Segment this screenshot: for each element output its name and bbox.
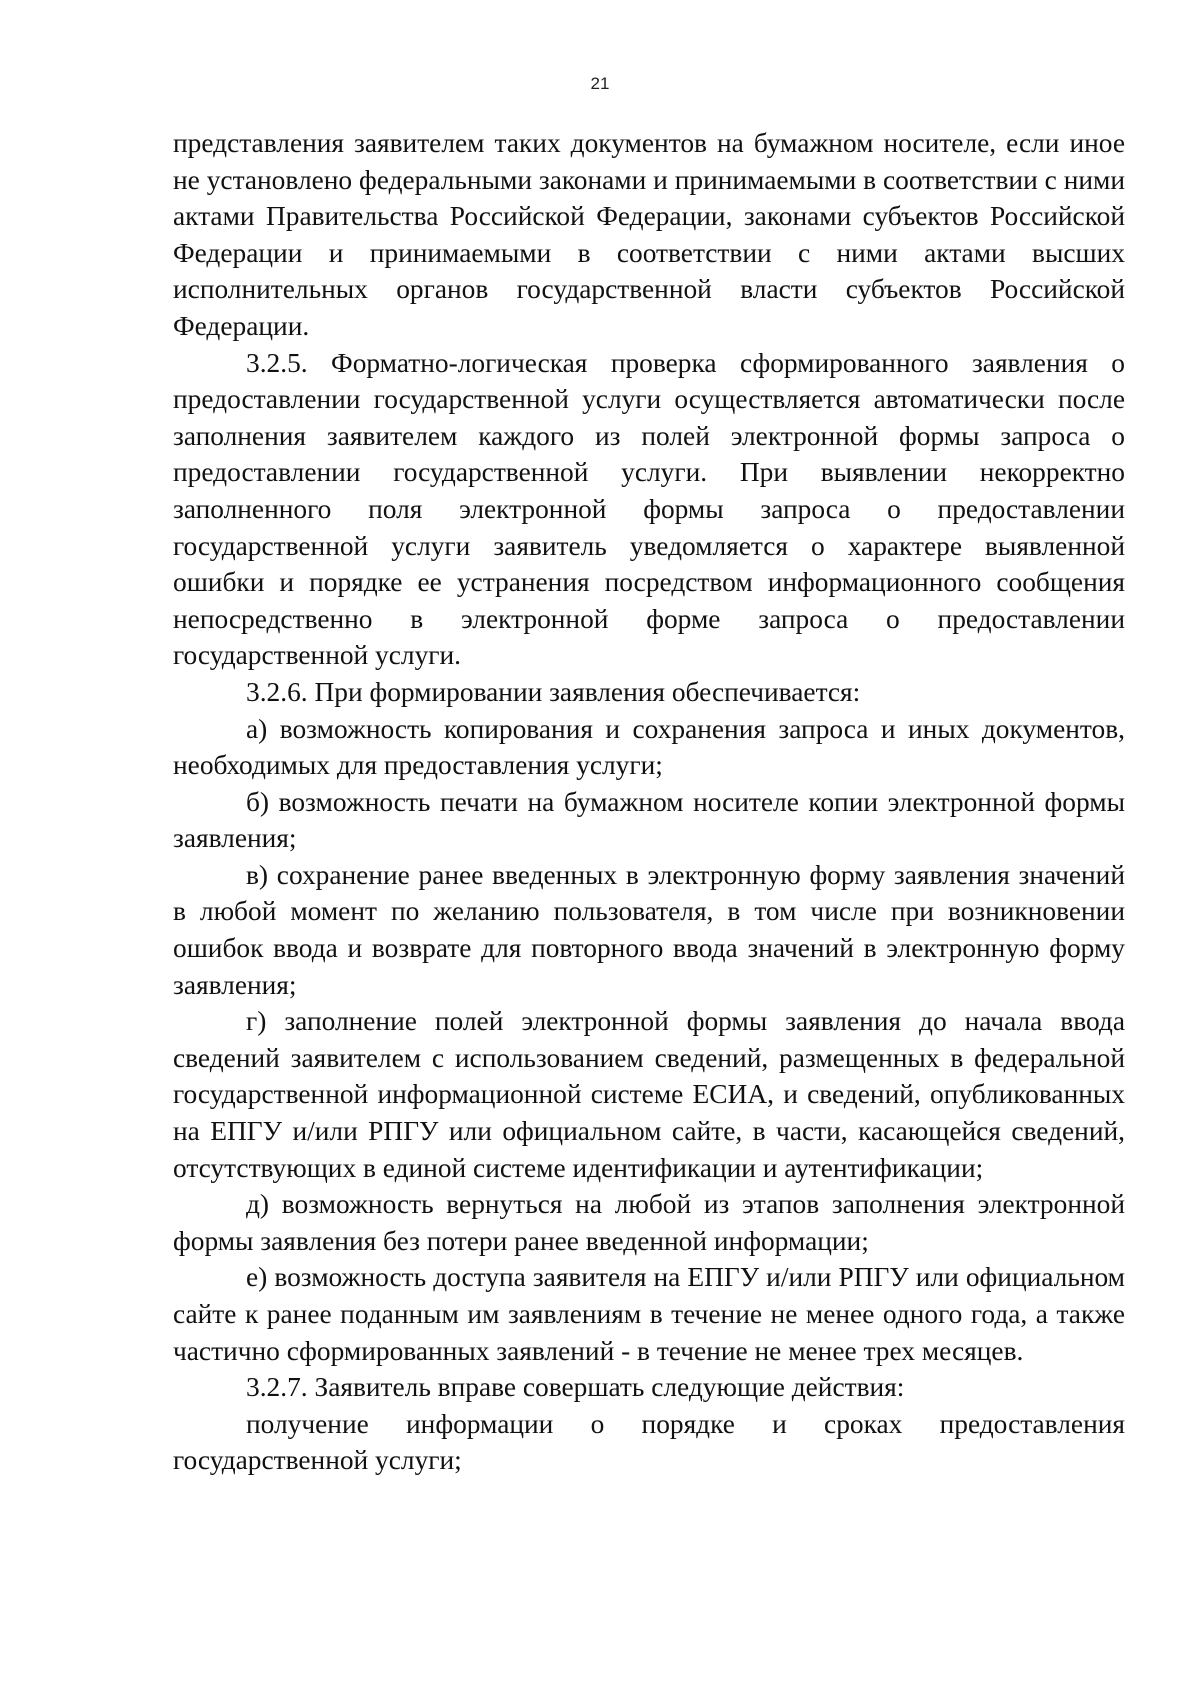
list-item-v: в) сохранение ранее введенных в электронную форму заявления значений в любой момент по желанию пользователя, в том числе при возникновении ошибок ввода и возврате для повторного ввода значений в электронную форму заявления; [173,859,1125,1000]
document-body [173,125,1125,1479]
list-item-b: б) возможность печати на бумажном носителе копии электронной формы заявления; [173,786,1125,854]
paragraph-3-2-7: 3.2.7. Заявитель вправе совершать следующие действия: [246,1372,905,1403]
paragraph-3-2-6: 3.2.6. При формировании заявления обеспечивается: [246,676,861,707]
list-item-g: г) заполнение полей электронной формы заявления до начала ввода сведений заявителем с использованием сведений, размещенных в федеральной государственной информационной системе ЕСИА, и сведений, опубликованных на ЕПГУ и/или РПГУ или официальном сайте, в части, касающейся сведений, отсутствующих в единой системе идентификации и аутентификации; [173,1006,1125,1183]
paragraph-continuation: представления заявителем таких документов на бумажном носителе, если иное не установлено федеральными законами и принимаемыми в соответствии с ними актами Правительства Российской Федерации, законами субъектов Российской Федерации и принимаемыми в соответствии с ними актами высших исполнительных органов государственной власти субъектов Российской Федерации. [173,128,1125,341]
list-item-a: а) возможность копирования и сохранения запроса и иных документов, необходимых для предоставления услуги; [173,713,1125,781]
page-number: 21 [590,74,610,93]
list-item-d: д) возможность вернуться на любой из этапов заполнения электронной формы заявления без потери ранее введенной информации; [173,1189,1125,1256]
paragraph-3-2-5: 3.2.5. Форматно-логическая проверка сформированного заявления о предоставлении государственной услуги осуществляется автоматически после заполнения заявителем каждого из полей электронной формы запроса о предоставлении государственной услуги. При выявлении некорректно заполненного поля электронной формы запроса о предоставлении государственной услуги заявитель уведомляется о характере выявленной ошибки и порядке ее устранения посредством информационного сообщения непосредственно в электронной форме запроса о предоставлении государственной услуги. [173,347,1125,671]
list-item-e: е) возможность доступа заявителя на ЕПГУ и/или РПГУ или официальном сайте к ранее поданным им заявлениям в течение не менее одного года, а также частично сформированных заявлений - в течение не менее трех месяцев. [173,1262,1125,1366]
paragraph-action-item: получение информации о порядке и сроках предоставления государственной услуги; [173,1408,1125,1476]
